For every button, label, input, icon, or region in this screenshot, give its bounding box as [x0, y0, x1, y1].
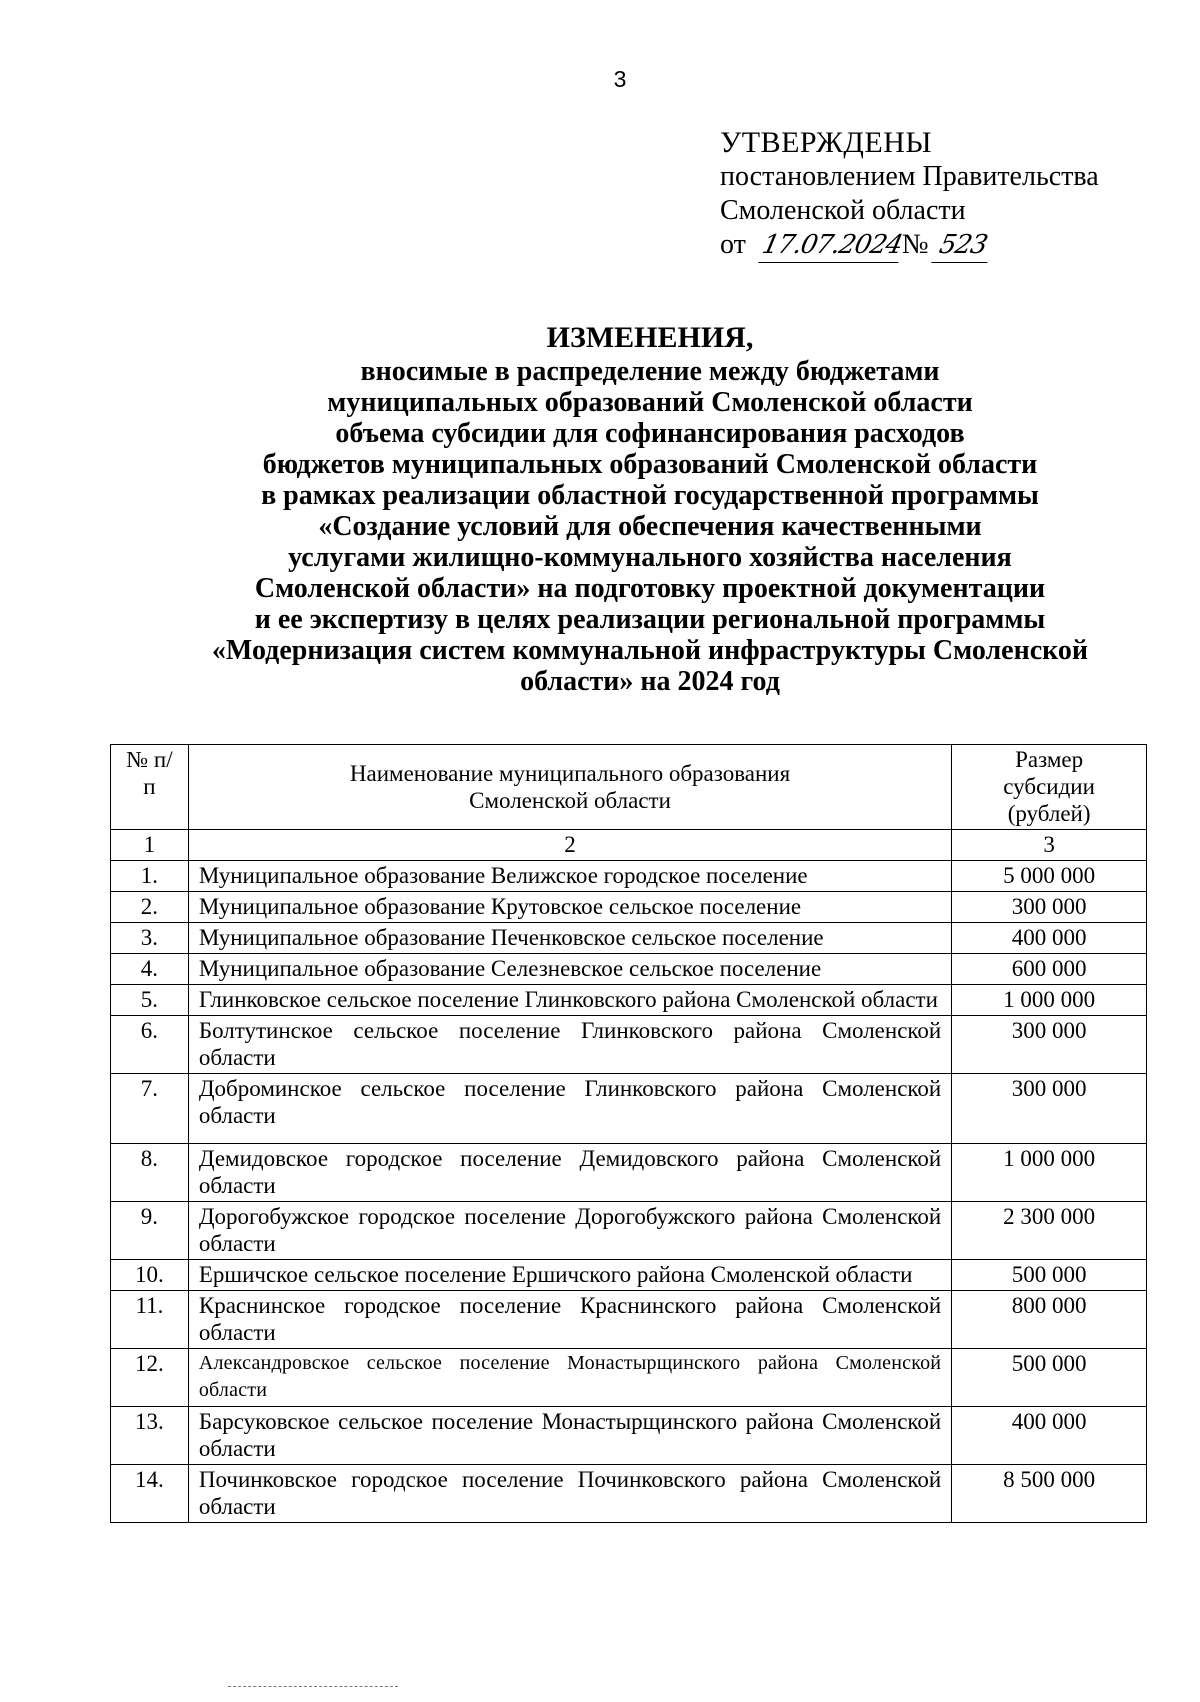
footer-divider	[228, 1686, 398, 1687]
heading-title: ИЗМЕНЕНИЯ,	[546, 321, 754, 354]
number-label: №	[901, 229, 929, 260]
heading-line: бюджетов муниципальных образований Смоленской области	[262, 449, 1038, 480]
row-name: Глинковское сельское поселение Глинковского района Смоленской области	[188, 985, 951, 1016]
row-name: Доброминское сельское поселение Глинковского района Смоленской области	[188, 1074, 951, 1144]
table-row	[111, 892, 1147, 923]
table-row	[111, 1202, 1147, 1260]
heading-line: услугами жилищно-коммунального хозяйства населения	[288, 542, 1012, 573]
row-amount: 1 000 000	[952, 1144, 1147, 1202]
table-row	[111, 1016, 1147, 1074]
heading-line: «Создание условий для обеспечения качественными	[318, 511, 982, 542]
row-num: 2.	[111, 892, 189, 923]
index-cell: 3	[952, 830, 1147, 861]
table-row	[111, 1291, 1147, 1349]
row-name: Ершичское сельское поселение Ершичского района Смоленской области	[188, 1260, 951, 1291]
table-row	[111, 1260, 1147, 1291]
index-cell: 1	[111, 830, 189, 861]
row-amount: 300 000	[952, 1016, 1147, 1074]
row-num: 5.	[111, 985, 189, 1016]
table-index-row	[111, 830, 1147, 861]
row-num: 13.	[111, 1407, 189, 1465]
table-row	[111, 1144, 1147, 1202]
row-name: Муниципальное образование Печенковское сельское поселение	[188, 923, 951, 954]
row-amount: 500 000	[952, 1349, 1147, 1407]
row-amount: 400 000	[952, 1407, 1147, 1465]
row-name: Починковское городское поселение Починковского района Смоленской области	[188, 1465, 951, 1523]
row-num: 14.	[111, 1465, 189, 1523]
row-amount: 300 000	[952, 1074, 1147, 1144]
row-num: 10.	[111, 1260, 189, 1291]
row-num: 11.	[111, 1291, 189, 1349]
approval-date-number-line	[720, 228, 1099, 263]
from-label: от	[720, 229, 746, 260]
row-num: 6.	[111, 1016, 189, 1074]
row-name: Муниципальное образование Велижское городское поселение	[188, 861, 951, 892]
table-row	[111, 1074, 1147, 1144]
row-name: Муниципальное образование Селезневское сельское поселение	[188, 954, 951, 985]
handwritten-date: 17.07.2024	[758, 228, 905, 263]
row-name: Демидовское городское поселение Демидовского района Смоленской области	[188, 1144, 951, 1202]
document-heading	[140, 322, 1160, 697]
row-name: Муниципальное образование Крутовское сельское поселение	[188, 892, 951, 923]
approval-line-1: постановлением Правительства	[720, 161, 1099, 192]
approval-line-2: Смоленской области	[720, 195, 966, 226]
table-row	[111, 985, 1147, 1016]
row-amount: 8 500 000	[952, 1465, 1147, 1523]
table-row	[111, 923, 1147, 954]
index-cell: 2	[188, 830, 951, 861]
approval-title: УТВЕРЖДЕНЫ	[720, 126, 933, 159]
table-row	[111, 1465, 1147, 1523]
row-amount: 400 000	[952, 923, 1147, 954]
table-row	[111, 954, 1147, 985]
heading-line: области» на 2024 год	[520, 666, 780, 697]
row-amount: 1 000 000	[952, 985, 1147, 1016]
table-row	[111, 861, 1147, 892]
handwritten-number: 523	[931, 228, 994, 263]
row-num: 1.	[111, 861, 189, 892]
table-header-row	[111, 745, 1147, 830]
heading-line: вносимые в распределение между бюджетами	[360, 356, 940, 387]
heading-line: «Модернизация систем коммунальной инфраструктуры Смоленской	[211, 635, 1089, 666]
row-name: Краснинское городское поселение Краснинского района Смоленской области	[188, 1291, 951, 1349]
row-num: 4.	[111, 954, 189, 985]
row-num: 7.	[111, 1074, 189, 1144]
page-number: 3	[613, 66, 627, 92]
row-amount: 800 000	[952, 1291, 1147, 1349]
header-name: Наименование муниципального образования Смоленской области	[188, 745, 951, 830]
row-amount: 300 000	[952, 892, 1147, 923]
row-name: Александровское сельское поселение Монастырщинского района Смоленской области	[188, 1349, 951, 1407]
row-num: 9.	[111, 1202, 189, 1260]
heading-line: в рамках реализации областной государственной программы	[261, 480, 1039, 511]
row-num: 12.	[111, 1349, 189, 1407]
row-amount: 600 000	[952, 954, 1147, 985]
row-amount: 500 000	[952, 1260, 1147, 1291]
row-name: Барсуковское сельское поселение Монастырщинского района Смоленской области	[188, 1407, 951, 1465]
row-amount: 2 300 000	[952, 1202, 1147, 1260]
heading-line: и ее экспертизу в целях реализации региональной программы	[254, 604, 1046, 635]
header-num: № п/п	[111, 745, 189, 830]
header-amount: Размер субсидии (рублей)	[952, 745, 1147, 830]
table-row	[111, 1407, 1147, 1465]
approval-block	[720, 126, 1099, 263]
subsidy-table	[110, 744, 1147, 1523]
row-name: Дорогобужское городское поселение Дорогобужского района Смоленской области	[188, 1202, 951, 1260]
heading-line: Смоленской области» на подготовку проектной документации	[254, 573, 1046, 604]
row-num: 8.	[111, 1144, 189, 1202]
heading-line: объема субсидии для софинансирования расходов	[335, 418, 965, 449]
table-row	[111, 1349, 1147, 1407]
row-amount: 5 000 000	[952, 861, 1147, 892]
row-name: Болтутинское сельское поселение Глинковского района Смоленской области	[188, 1016, 951, 1074]
heading-line: муниципальных образований Смоленской области	[327, 387, 973, 418]
row-num: 3.	[111, 923, 189, 954]
